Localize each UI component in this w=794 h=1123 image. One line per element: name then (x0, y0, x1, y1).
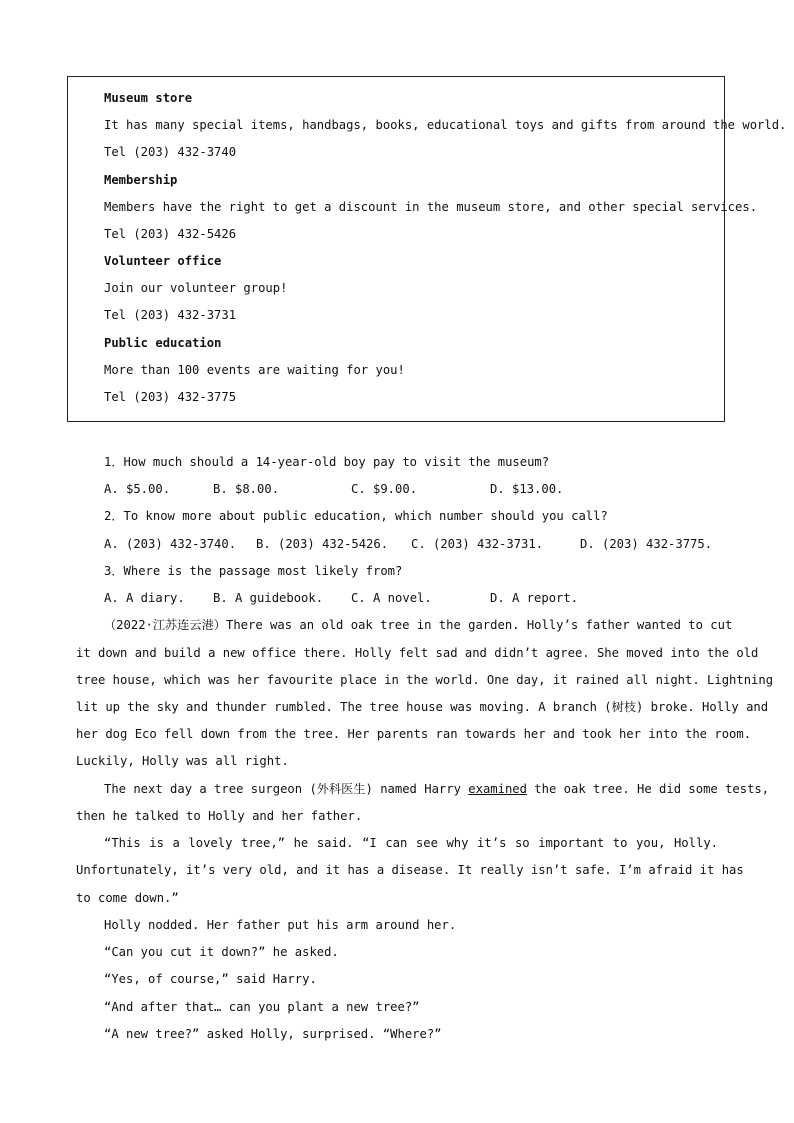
passage-underlined-word: examined (468, 782, 527, 796)
question-2-option-a: A. (203) 432-3740. (104, 537, 237, 551)
info-box (67, 76, 787, 422)
question-1-stem: 1．How much should a 14-year-old boy pay to visit the museum? (104, 455, 550, 469)
question-3-option-c: C. A novel. (351, 591, 432, 605)
question-1-option-a: A. $5.00. (104, 482, 171, 496)
passage-p1-line-3: tree house, which was her favourite place in the world. One day, it rained all night. Lightning (76, 673, 774, 687)
passage-p5: “Can you cut it down?” he asked. (104, 945, 339, 959)
section-tel-membership: Tel (203) 432-5426 (104, 227, 237, 241)
passage-p3-line-2: Unfortunately, it’s very old, and it has a disease. It really isn’t safe. I’m afraid it has (76, 863, 744, 877)
passage-p8: “A new tree?” asked Holly, surprised. “Where?” (104, 1027, 442, 1041)
section-text-volunteer-office: Join our volunteer group! (104, 281, 288, 295)
passage-p3-line-3: to come down.” (76, 891, 179, 905)
section-text-public-education: More than 100 events are waiting for you! (104, 363, 405, 377)
passage-p2-line-2: then he talked to Holly and her father. (76, 809, 363, 823)
section-heading-museum-store: Museum store (104, 91, 193, 105)
section-tel-museum-store: Tel (203) 432-3740 (104, 145, 237, 159)
question-2-option-b: B. (203) 432-5426. (256, 537, 389, 551)
question-2-stem: 2．To know more about public education, which number should you call? (104, 509, 608, 523)
section-tel-public-education: Tel (203) 432-3775 (104, 390, 237, 404)
passage-p7: “And after that… can you plant a new tree?” (104, 1000, 420, 1014)
passage-p1-line-1: （2022·江苏连云港）There was an old oak tree in the garden. Holly’s father wanted to cut (104, 618, 733, 632)
passage-p1-line-5: her dog Eco fell down from the tree. Her parents ran towards her and took her into the room. (76, 727, 752, 741)
question-3-stem: 3．Where is the passage most likely from? (104, 564, 403, 578)
question-2-option-d: D. (203) 432-3775. (580, 537, 713, 551)
passage-p4: Holly nodded. Her father put his arm around her. (104, 918, 457, 932)
question-3-option-b: B. A guidebook. (213, 591, 324, 605)
section-heading-volunteer-office: Volunteer office (104, 254, 222, 268)
section-text-membership: Members have the right to get a discount in the museum store, and other special services. (104, 200, 758, 214)
question-3-option-a: A. A diary. (104, 591, 185, 605)
question-1-option-b: B. $8.00. (213, 482, 280, 496)
passage-p3-line-1: “This is a lovely tree,” he said. “I can see why it’s so important to you, Holly. (104, 836, 718, 850)
question-1-option-d: D. $13.00. (490, 482, 564, 496)
passage-p2-line-1 (104, 781, 769, 797)
question-1-option-c: C. $9.00. (351, 482, 418, 496)
section-text-museum-store: It has many special items, handbags, books, educational toys and gifts from around the world. (104, 118, 787, 132)
question-3-option-d: D. A report. (490, 591, 579, 605)
section-heading-public-education: Public education (104, 336, 222, 350)
passage-p1-line-2: it down and build a new office there. Holly felt sad and didn’t agree. She moved into the old (76, 646, 759, 660)
passage-p1-line-6: Luckily, Holly was all right. (76, 754, 289, 768)
passage-p2-text-before: The next day a tree surgeon (外科医生) named Harry (104, 782, 469, 796)
question-2-option-c: C. (203) 432-3731. (411, 537, 544, 551)
section-tel-volunteer-office: Tel (203) 432-3731 (104, 308, 237, 322)
passage-p1-line-4: lit up the sky and thunder rumbled. The tree house was moving. A branch (树枝) broke. Holly and (76, 700, 769, 714)
passage-p2-text-after: the oak tree. He did some tests, (526, 782, 770, 796)
passage-p6: “Yes, of course,” said Harry. (104, 972, 317, 986)
section-heading-membership: Membership (104, 173, 178, 187)
